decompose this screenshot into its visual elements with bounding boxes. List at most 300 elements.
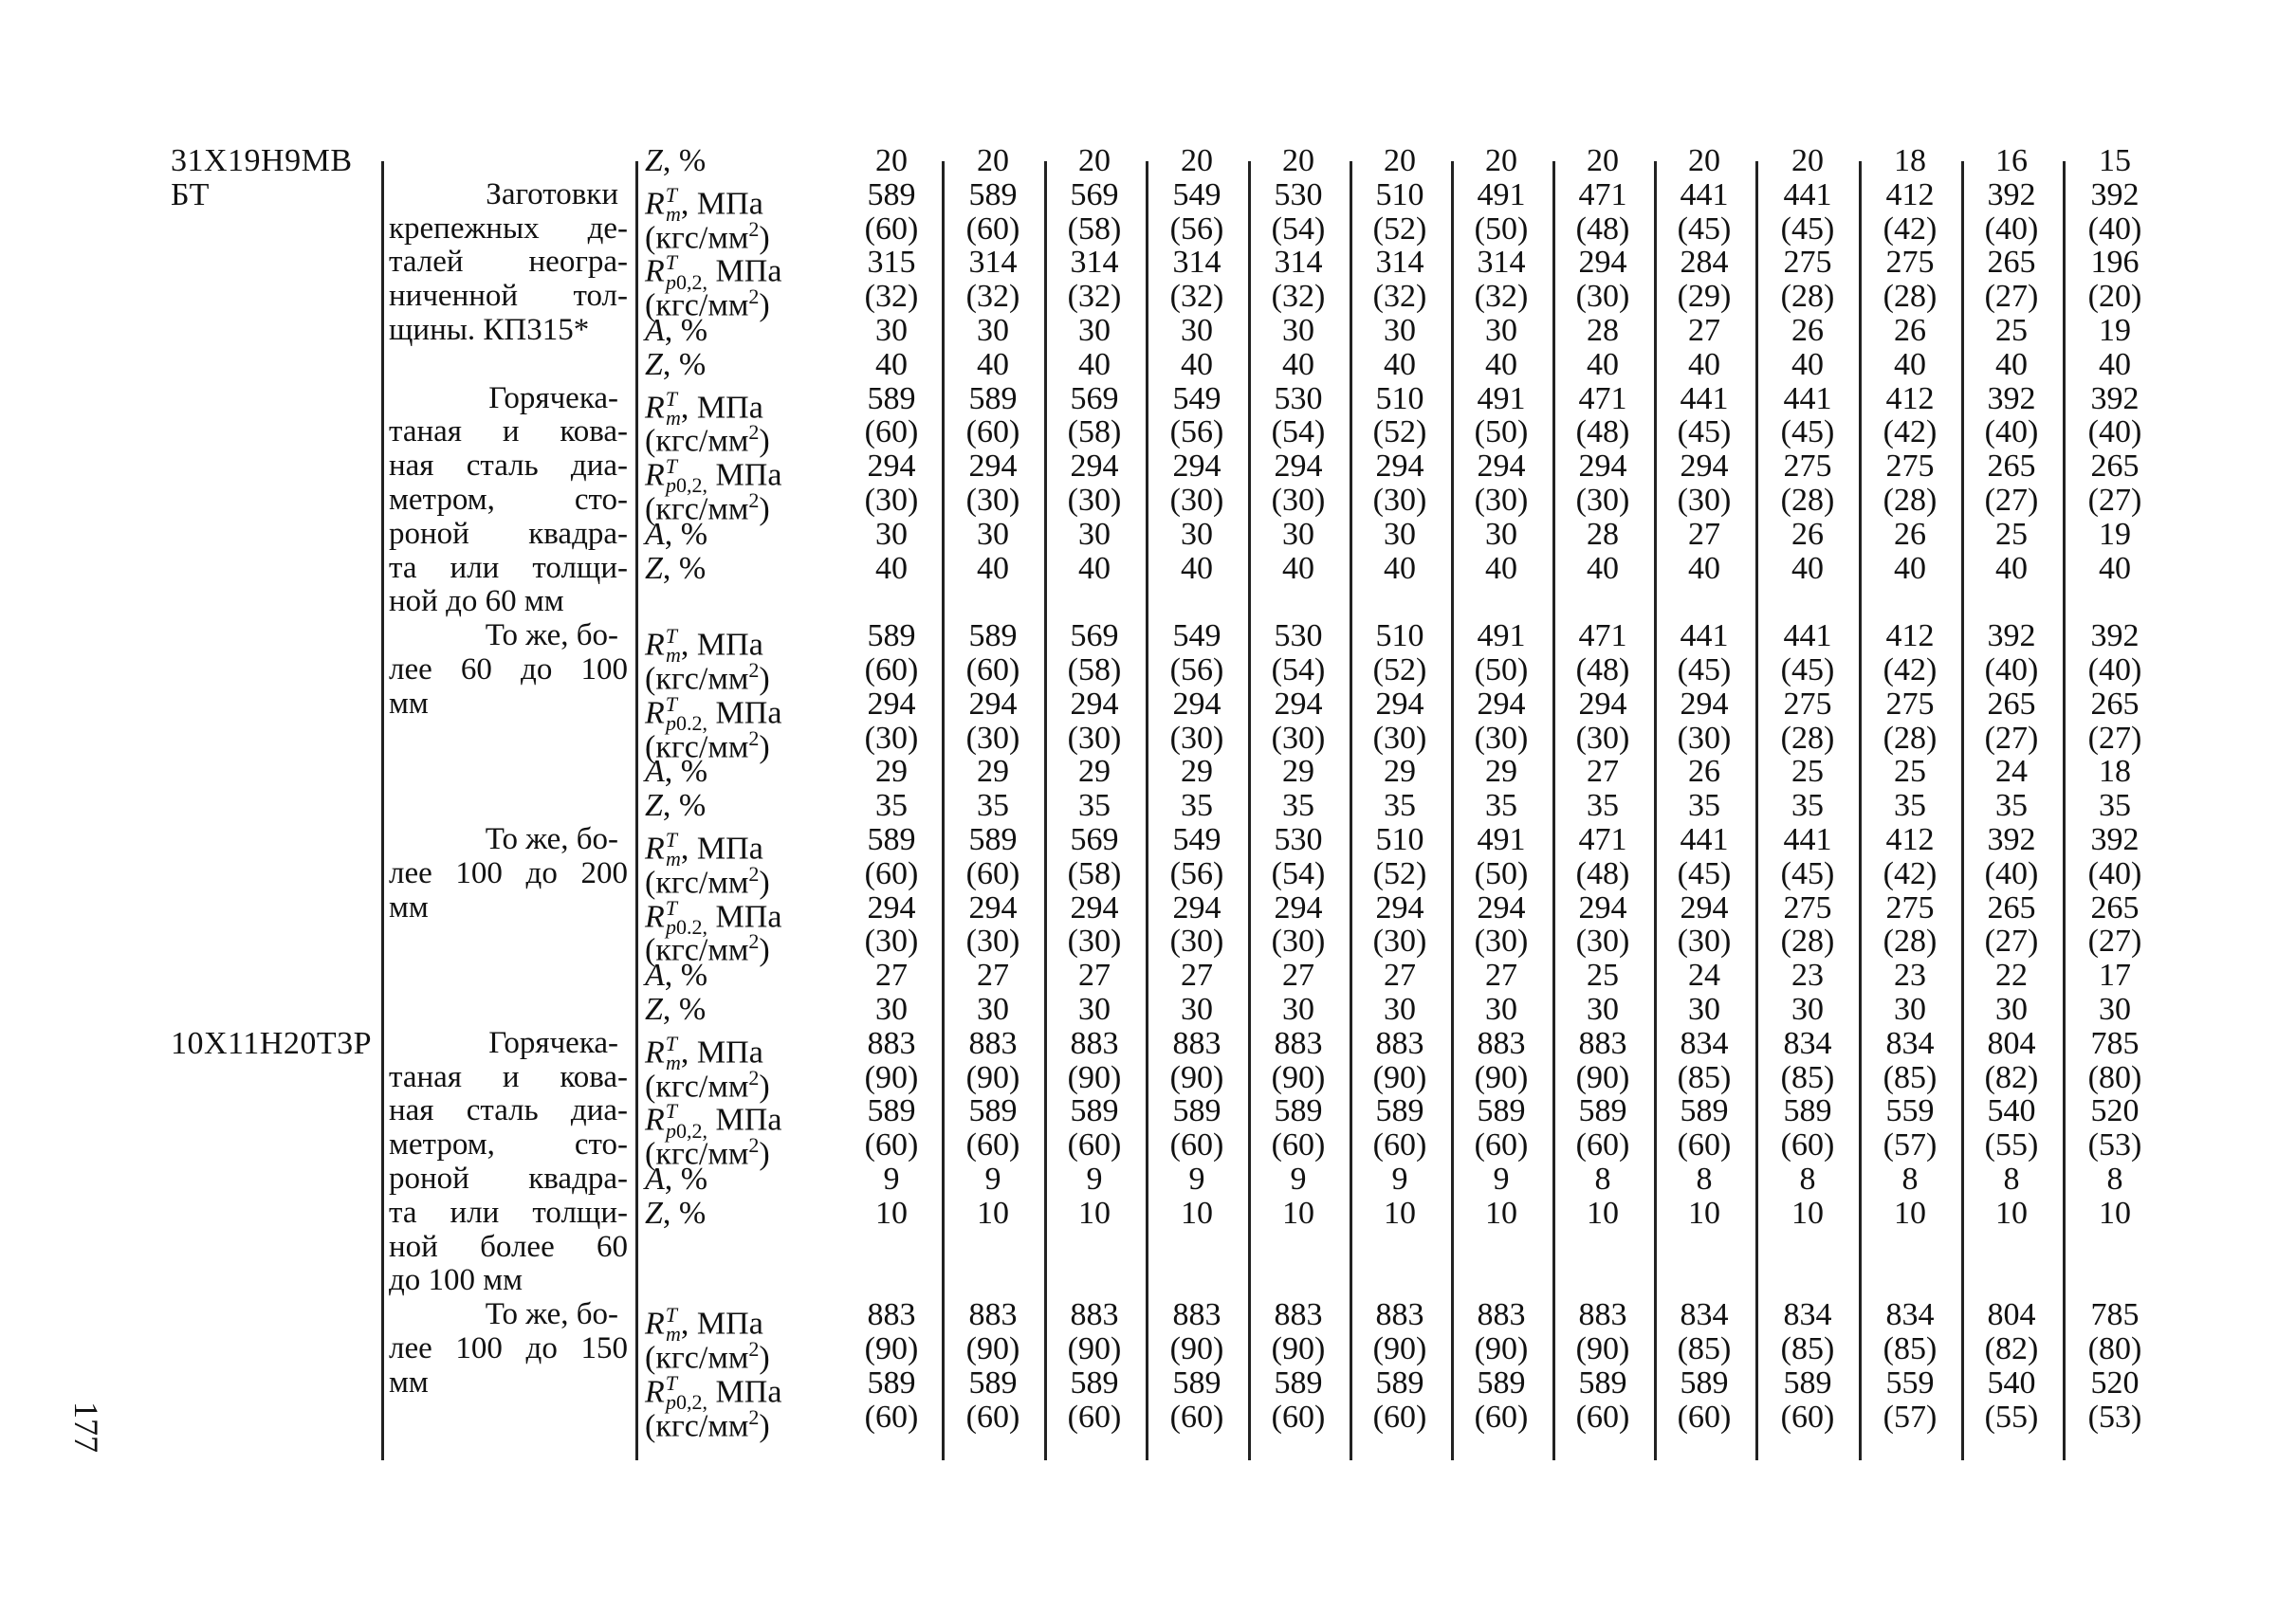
table-cell: 30 bbox=[1485, 992, 1517, 1027]
table-cell: 510 bbox=[1375, 380, 1424, 416]
table-cell: (32) bbox=[1474, 279, 1529, 315]
table-cell: (30) bbox=[864, 720, 919, 756]
table-cell: 265 bbox=[1987, 686, 2036, 722]
table-cell: (40) bbox=[1984, 211, 2039, 247]
table-cell: 24 bbox=[1995, 754, 2028, 790]
table-cell: 35 bbox=[875, 788, 908, 824]
table-cell: (85) bbox=[1677, 1331, 1732, 1366]
table-cell: 40 bbox=[1791, 550, 1824, 586]
table-cell: 412 bbox=[1885, 822, 1935, 857]
property-label: $(кгс/мм^2)$ bbox=[645, 929, 770, 968]
table-cell: 26 bbox=[1791, 516, 1824, 552]
table-cell: 491 bbox=[1477, 618, 1526, 654]
table-cell: (30) bbox=[1372, 483, 1427, 518]
table-cell: 275 bbox=[1885, 889, 1935, 925]
table-cell: 40 bbox=[1181, 346, 1213, 382]
product-description: таная и кова- bbox=[389, 1059, 628, 1094]
table-cell: (30) bbox=[1271, 483, 1326, 518]
table-cell: (45) bbox=[1780, 211, 1835, 247]
table-cell: 883 bbox=[1172, 1297, 1221, 1333]
table-cell: (28) bbox=[1780, 720, 1835, 756]
property-label: $(кгс/мм^2)$ bbox=[645, 861, 770, 901]
table-cell: (45) bbox=[1677, 414, 1732, 450]
table-cell: 275 bbox=[1783, 245, 1832, 281]
table-cell: 23 bbox=[1791, 958, 1824, 994]
table-cell: 559 bbox=[1885, 1093, 1935, 1129]
table-cell: 294 bbox=[1274, 449, 1323, 485]
table-cell: 30 bbox=[1384, 516, 1416, 552]
table-cell: (30) bbox=[1474, 720, 1529, 756]
table-cell: (40) bbox=[2087, 652, 2142, 687]
table-cell: (20) bbox=[2087, 279, 2142, 315]
table-cell: 29 bbox=[977, 754, 1009, 790]
table-cell: 30 bbox=[2099, 992, 2131, 1027]
table-cell: 559 bbox=[1885, 1365, 1935, 1401]
steel-grade: 10Х11Н20Т3Р bbox=[171, 1025, 373, 1061]
table-cell: 834 bbox=[1885, 1297, 1935, 1333]
table-cell: 10 bbox=[2099, 1195, 2131, 1231]
table-cell: 23 bbox=[1894, 958, 1926, 994]
table-cell: 9 bbox=[1188, 1162, 1205, 1197]
table-cell: 20 bbox=[1384, 143, 1416, 178]
table-cell: 30 bbox=[1282, 516, 1314, 552]
table-cell: 589 bbox=[1783, 1365, 1832, 1401]
table-cell: 441 bbox=[1783, 618, 1832, 654]
table-cell: (82) bbox=[1984, 1059, 2039, 1095]
table-cell: 30 bbox=[1181, 992, 1213, 1027]
table-cell: 883 bbox=[867, 1025, 916, 1061]
table-cell: 30 bbox=[1282, 313, 1314, 348]
table-cell: 10 bbox=[1894, 1195, 1926, 1231]
table-cell: 20 bbox=[1688, 143, 1720, 178]
table-cell: (60) bbox=[1067, 1127, 1122, 1163]
table-cell: (30) bbox=[1677, 483, 1732, 518]
table-cell: 294 bbox=[867, 449, 916, 485]
table-cell: 29 bbox=[1485, 754, 1517, 790]
table-cell: 40 bbox=[1485, 550, 1517, 586]
table-cell: (28) bbox=[1780, 924, 1835, 960]
table-cell: 10 bbox=[1587, 1195, 1619, 1231]
table-cell: 510 bbox=[1375, 618, 1424, 654]
table-cell: (30) bbox=[965, 483, 1020, 518]
table-cell: (60) bbox=[1372, 1399, 1427, 1435]
property-label: $(кгс/мм^2)$ bbox=[645, 1337, 770, 1376]
table-cell: (45) bbox=[1780, 652, 1835, 687]
product-description: лее 100 до 200 bbox=[389, 855, 628, 890]
table-cell: (30) bbox=[1677, 924, 1732, 960]
table-cell: 530 bbox=[1274, 380, 1323, 416]
table-cell: 540 bbox=[1987, 1365, 2036, 1401]
table-cell: (90) bbox=[1372, 1059, 1427, 1095]
table-cell: 27 bbox=[1587, 754, 1619, 790]
table-cell: (28) bbox=[1883, 924, 1938, 960]
product-description: То же, бо- bbox=[485, 618, 618, 653]
table-cell: (30) bbox=[1169, 720, 1224, 756]
product-description: ной более 60 bbox=[389, 1229, 628, 1264]
page-number: 177 bbox=[67, 1401, 105, 1453]
table-cell: 275 bbox=[1783, 686, 1832, 722]
table-cell: (90) bbox=[1067, 1059, 1122, 1095]
product-description: до 100 мм bbox=[389, 1263, 523, 1298]
table-cell: 520 bbox=[2090, 1365, 2140, 1401]
property-label: $R^T_m$, МПа bbox=[645, 1303, 763, 1346]
table-cell: (32) bbox=[1372, 279, 1427, 315]
property-label: $(кгс/мм^2)$ bbox=[645, 1133, 770, 1172]
table-cell: 294 bbox=[1680, 889, 1729, 925]
table-cell: 392 bbox=[1987, 380, 2036, 416]
table-cell: 9 bbox=[1290, 1162, 1307, 1197]
table-cell: (30) bbox=[965, 924, 1020, 960]
table-cell: 589 bbox=[867, 176, 916, 212]
table-cell: 28 bbox=[1587, 516, 1619, 552]
table-cell: 589 bbox=[1172, 1093, 1221, 1129]
table-cell: 294 bbox=[1680, 449, 1729, 485]
table-cell: (85) bbox=[1883, 1059, 1938, 1095]
table-cell: (27) bbox=[1984, 279, 2039, 315]
table-cell: (60) bbox=[1169, 1399, 1224, 1435]
table-cell: 40 bbox=[1995, 550, 2028, 586]
table-cell: 9 bbox=[883, 1162, 900, 1197]
table-cell: 40 bbox=[1282, 346, 1314, 382]
table-cell: (80) bbox=[2087, 1059, 2142, 1095]
table-cell: 27 bbox=[1688, 313, 1720, 348]
table-cell: (30) bbox=[1067, 720, 1122, 756]
table-cell: 16 bbox=[1995, 143, 2028, 178]
table-cell: 392 bbox=[1987, 176, 2036, 212]
product-description: лее 100 до 150 bbox=[389, 1331, 628, 1365]
table-cell: (30) bbox=[864, 924, 919, 960]
table-cell: (80) bbox=[2087, 1331, 2142, 1366]
table-cell: 883 bbox=[1477, 1297, 1526, 1333]
table-cell: 589 bbox=[1274, 1365, 1323, 1401]
product-description: крепежных де- bbox=[389, 211, 628, 246]
table-cell: 834 bbox=[1783, 1025, 1832, 1061]
property-label: $R^T_m$, МПа bbox=[645, 386, 763, 430]
table-cell: 294 bbox=[1578, 245, 1627, 281]
table-cell: (30) bbox=[1575, 483, 1630, 518]
property-label: $R^T_m$, МПа bbox=[645, 828, 763, 871]
table-cell: (56) bbox=[1169, 652, 1224, 687]
table-cell: 530 bbox=[1274, 822, 1323, 857]
property-label: $(кгс/мм^2)$ bbox=[645, 1404, 770, 1443]
table-cell: 30 bbox=[1485, 516, 1517, 552]
table-cell: (57) bbox=[1883, 1127, 1938, 1163]
table-cell: 29 bbox=[1181, 754, 1213, 790]
table-cell: (28) bbox=[1883, 483, 1938, 518]
table-cell: 589 bbox=[1070, 1093, 1119, 1129]
table-cell: 265 bbox=[2090, 449, 2140, 485]
table-cell: 8 bbox=[2106, 1162, 2123, 1197]
product-description: Горячека- bbox=[488, 380, 618, 415]
table-cell: 883 bbox=[1070, 1025, 1119, 1061]
property-label: Z, % bbox=[645, 1195, 707, 1231]
table-cell: 30 bbox=[977, 313, 1009, 348]
table-cell: 883 bbox=[867, 1297, 916, 1333]
table-cell: 20 bbox=[1181, 143, 1213, 178]
table-cell: (27) bbox=[1984, 483, 2039, 518]
table-cell: 26 bbox=[1791, 313, 1824, 348]
table-cell: 491 bbox=[1477, 822, 1526, 857]
table-cell: 29 bbox=[1384, 754, 1416, 790]
table-cell: 25 bbox=[1587, 958, 1619, 994]
table-cell: 883 bbox=[1375, 1297, 1424, 1333]
table-cell: (56) bbox=[1169, 414, 1224, 450]
table-cell: 294 bbox=[1375, 889, 1424, 925]
table-cell: (60) bbox=[1677, 1399, 1732, 1435]
table-cell: 29 bbox=[1282, 754, 1314, 790]
property-label: Z, % bbox=[645, 788, 707, 824]
table-cell: 196 bbox=[2090, 245, 2140, 281]
table-cell: (60) bbox=[1474, 1127, 1529, 1163]
table-cell: (48) bbox=[1575, 855, 1630, 891]
table-cell: (90) bbox=[864, 1059, 919, 1095]
product-description: таная и кова- bbox=[389, 414, 628, 449]
table-cell: 15 bbox=[2099, 143, 2131, 178]
table-cell: (30) bbox=[1575, 279, 1630, 315]
table-cell: (50) bbox=[1474, 211, 1529, 247]
table-cell: (40) bbox=[1984, 652, 2039, 687]
table-cell: (90) bbox=[1271, 1059, 1326, 1095]
table-cell: 29 bbox=[1078, 754, 1111, 790]
property-label: A, % bbox=[645, 516, 708, 552]
table-cell: 30 bbox=[1894, 992, 1926, 1027]
table-cell: 294 bbox=[1680, 686, 1729, 722]
table-cell: 883 bbox=[1578, 1297, 1627, 1333]
table-cell: 510 bbox=[1375, 176, 1424, 212]
product-description: талей неогра- bbox=[389, 245, 628, 280]
table-cell: (60) bbox=[864, 652, 919, 687]
table-cell: (90) bbox=[1575, 1059, 1630, 1095]
table-cell: (90) bbox=[864, 1331, 919, 1366]
table-cell: 392 bbox=[2090, 822, 2140, 857]
table-cell: (30) bbox=[1271, 924, 1326, 960]
table-cell: 834 bbox=[1680, 1025, 1729, 1061]
table-cell: 10 bbox=[1384, 1195, 1416, 1231]
table-cell: 294 bbox=[867, 686, 916, 722]
table-cell: (48) bbox=[1575, 211, 1630, 247]
table-cell: 314 bbox=[1172, 245, 1221, 281]
table-cell: 25 bbox=[1894, 754, 1926, 790]
table-cell: 294 bbox=[968, 889, 1018, 925]
table-cell: (28) bbox=[1780, 483, 1835, 518]
table-cell: 294 bbox=[1477, 686, 1526, 722]
table-cell: 8 bbox=[1594, 1162, 1611, 1197]
table-cell: (60) bbox=[864, 855, 919, 891]
product-description: роной квадра- bbox=[389, 1162, 628, 1196]
table-cell: (90) bbox=[1372, 1331, 1427, 1366]
table-cell: (60) bbox=[1780, 1399, 1835, 1435]
table-cell: 18 bbox=[2099, 754, 2131, 790]
table-rule-left bbox=[381, 161, 384, 1460]
table-cell: (90) bbox=[1474, 1059, 1529, 1095]
table-cell: (60) bbox=[965, 414, 1020, 450]
property-label: $(кгс/мм^2)$ bbox=[645, 420, 770, 459]
table-cell: 883 bbox=[968, 1025, 1018, 1061]
table-cell: 40 bbox=[977, 346, 1009, 382]
table-cell: 30 bbox=[1384, 992, 1416, 1027]
table-cell: (60) bbox=[965, 652, 1020, 687]
table-cell: 30 bbox=[1485, 313, 1517, 348]
table-cell: 589 bbox=[1783, 1093, 1832, 1129]
table-cell: 883 bbox=[968, 1297, 1018, 1333]
product-description: метром, сто- bbox=[389, 1127, 628, 1163]
table-cell: 40 bbox=[1078, 346, 1111, 382]
table-cell: 20 bbox=[1282, 143, 1314, 178]
table-cell: 40 bbox=[1688, 346, 1720, 382]
table-cell: 294 bbox=[1070, 686, 1119, 722]
table-cell: 314 bbox=[1274, 245, 1323, 281]
table-cell: (60) bbox=[864, 1399, 919, 1435]
property-label: A, % bbox=[645, 958, 708, 994]
table-cell: (27) bbox=[2087, 483, 2142, 518]
table-cell: 294 bbox=[968, 449, 1018, 485]
table-cell: (90) bbox=[1575, 1331, 1630, 1366]
table-cell: 40 bbox=[1995, 346, 2028, 382]
table-cell: 589 bbox=[1375, 1093, 1424, 1129]
table-cell: 40 bbox=[1791, 346, 1824, 382]
property-label: $(кгс/мм^2)$ bbox=[645, 284, 770, 323]
table-cell: 294 bbox=[1274, 686, 1323, 722]
table-cell: 9 bbox=[1086, 1162, 1103, 1197]
table-cell: 392 bbox=[1987, 618, 2036, 654]
table-cell: 30 bbox=[875, 313, 908, 348]
product-description: та или толщи- bbox=[389, 550, 628, 585]
table-cell: (45) bbox=[1780, 855, 1835, 891]
table-cell: 265 bbox=[2090, 686, 2140, 722]
table-cell: 8 bbox=[1696, 1162, 1713, 1197]
table-cell: 10 bbox=[1078, 1195, 1111, 1231]
table-cell: 589 bbox=[1578, 1365, 1627, 1401]
table-cell: 441 bbox=[1680, 822, 1729, 857]
table-cell: 589 bbox=[867, 1093, 916, 1129]
table-cell: 10 bbox=[1282, 1195, 1314, 1231]
table-cell: 392 bbox=[2090, 176, 2140, 212]
table-cell: 589 bbox=[968, 618, 1018, 654]
table-cell: 275 bbox=[1783, 449, 1832, 485]
table-cell: 441 bbox=[1680, 176, 1729, 212]
table-cell: (42) bbox=[1883, 652, 1938, 687]
table-cell: (90) bbox=[1169, 1059, 1224, 1095]
table-cell: (30) bbox=[1271, 720, 1326, 756]
table-cell: 392 bbox=[1987, 822, 2036, 857]
product-description: роной квадра- bbox=[389, 516, 628, 551]
table-cell: (90) bbox=[1271, 1331, 1326, 1366]
table-cell: 834 bbox=[1680, 1297, 1729, 1333]
table-cell: (55) bbox=[1984, 1399, 2039, 1435]
table-cell: 265 bbox=[1987, 889, 2036, 925]
table-cell: 9 bbox=[1493, 1162, 1510, 1197]
table-cell: 294 bbox=[1477, 449, 1526, 485]
table-cell: (60) bbox=[1677, 1127, 1732, 1163]
table-cell: 549 bbox=[1172, 380, 1221, 416]
property-label: $(кгс/мм^2)$ bbox=[645, 725, 770, 764]
table-cell: 294 bbox=[1274, 889, 1323, 925]
table-cell: 491 bbox=[1477, 176, 1526, 212]
table-cell: 35 bbox=[977, 788, 1009, 824]
table-cell: (60) bbox=[1780, 1127, 1835, 1163]
table-cell: (30) bbox=[1169, 483, 1224, 518]
product-description: ная сталь диа- bbox=[389, 449, 628, 484]
table-cell: (53) bbox=[2087, 1399, 2142, 1435]
table-cell: 40 bbox=[1688, 550, 1720, 586]
table-cell: 10 bbox=[1688, 1195, 1720, 1231]
table-cell: 392 bbox=[2090, 380, 2140, 416]
table-cell: (58) bbox=[1067, 652, 1122, 687]
table-cell: 26 bbox=[1688, 754, 1720, 790]
table-cell: 30 bbox=[1078, 516, 1111, 552]
property-label: $R^T_{p0.2,}$ МПа bbox=[645, 691, 782, 735]
table-cell: (32) bbox=[864, 279, 919, 315]
table-cell: 9 bbox=[984, 1162, 1001, 1197]
table-cell: 785 bbox=[2090, 1297, 2140, 1333]
table-cell: 30 bbox=[1587, 992, 1619, 1027]
table-cell: 520 bbox=[2090, 1093, 2140, 1129]
table-cell: (60) bbox=[864, 414, 919, 450]
table-cell: 589 bbox=[1578, 1093, 1627, 1129]
table-cell: 30 bbox=[875, 516, 908, 552]
table-cell: 19 bbox=[2099, 313, 2131, 348]
table-cell: 8 bbox=[2003, 1162, 2020, 1197]
table-cell: 569 bbox=[1070, 618, 1119, 654]
product-description: То же, бо- bbox=[485, 822, 618, 856]
table-cell: (53) bbox=[2087, 1127, 2142, 1163]
table-cell: 20 bbox=[1485, 143, 1517, 178]
table-cell: 30 bbox=[977, 992, 1009, 1027]
table-cell: (52) bbox=[1372, 652, 1427, 687]
table-cell: 40 bbox=[1587, 346, 1619, 382]
table-cell: 589 bbox=[867, 618, 916, 654]
table-cell: 412 bbox=[1885, 380, 1935, 416]
table-cell: 589 bbox=[1477, 1093, 1526, 1129]
table-cell: (29) bbox=[1677, 279, 1732, 315]
table-cell: 35 bbox=[2099, 788, 2131, 824]
property-label: Z, % bbox=[645, 143, 707, 178]
table-cell: 20 bbox=[1587, 143, 1619, 178]
table-cell: (60) bbox=[965, 211, 1020, 247]
property-label: $R^T_{p0,2,}$ МПа bbox=[645, 250, 782, 294]
table-cell: 30 bbox=[1791, 992, 1824, 1027]
table-cell: 27 bbox=[1384, 958, 1416, 994]
property-label: $(кгс/мм^2)$ bbox=[645, 658, 770, 697]
table-cell: 510 bbox=[1375, 822, 1424, 857]
property-label: $(кгс/мм^2)$ bbox=[645, 1065, 770, 1104]
table-cell: 441 bbox=[1783, 176, 1832, 212]
steel-grade: БТ bbox=[171, 176, 210, 212]
table-cell: 275 bbox=[1885, 449, 1935, 485]
table-cell: 589 bbox=[968, 1093, 1018, 1129]
product-description: мм bbox=[389, 889, 429, 925]
table-cell: (28) bbox=[1883, 279, 1938, 315]
table-cell: 412 bbox=[1885, 176, 1935, 212]
table-cell: 265 bbox=[1987, 449, 2036, 485]
table-cell: 17 bbox=[2099, 958, 2131, 994]
table-cell: 9 bbox=[1391, 1162, 1408, 1197]
table-cell: 10 bbox=[1181, 1195, 1213, 1231]
table-cell: 294 bbox=[1578, 449, 1627, 485]
table-cell: 834 bbox=[1783, 1297, 1832, 1333]
table-cell: (50) bbox=[1474, 855, 1529, 891]
table-cell: 35 bbox=[1894, 788, 1926, 824]
table-cell: 530 bbox=[1274, 618, 1323, 654]
product-description: ниченной тол- bbox=[389, 279, 628, 314]
table-cell: 30 bbox=[977, 516, 1009, 552]
product-description: мм bbox=[389, 1365, 429, 1400]
table-cell: 294 bbox=[1477, 889, 1526, 925]
table-cell: (30) bbox=[1169, 924, 1224, 960]
table-cell: (60) bbox=[1067, 1399, 1122, 1435]
table-cell: (42) bbox=[1883, 414, 1938, 450]
table-cell: 40 bbox=[1587, 550, 1619, 586]
